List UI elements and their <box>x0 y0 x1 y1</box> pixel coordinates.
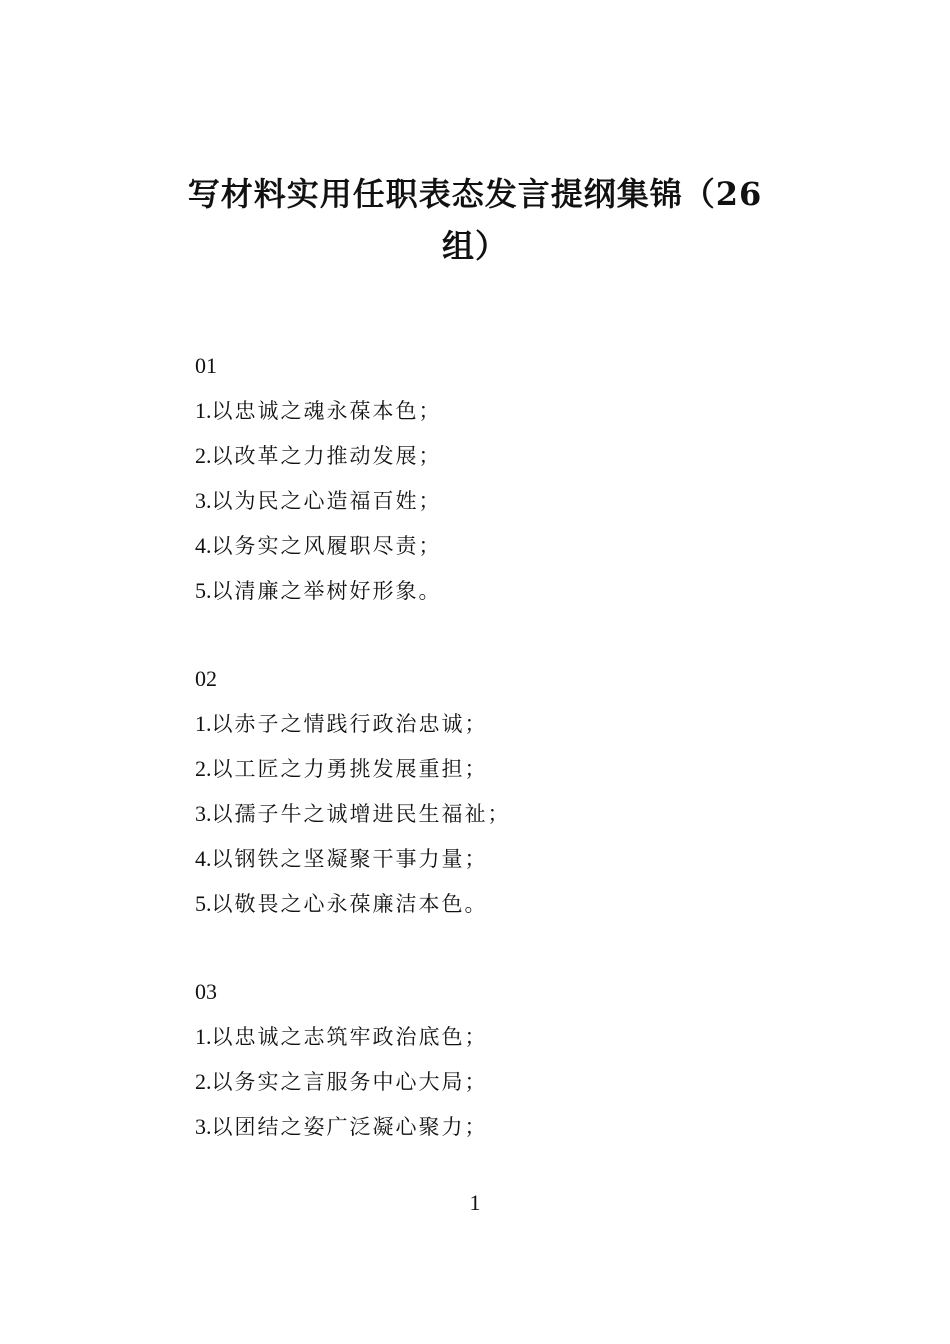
item-text: 以钢铁之坚凝聚干事力量； <box>211 847 488 871</box>
item-text: 以敬畏之心永葆廉洁本色。 <box>211 892 488 916</box>
item-number: 2. <box>195 443 212 468</box>
item-text: 以务实之风履职尽责； <box>211 534 442 558</box>
item-text: 以团结之姿广泛凝心聚力； <box>211 1115 488 1139</box>
item-number: 3. <box>195 488 212 513</box>
item-number: 1. <box>195 711 212 736</box>
list-item <box>195 836 795 881</box>
list-item <box>195 523 795 568</box>
outline-group-03 <box>195 970 795 1149</box>
list-item <box>195 568 795 613</box>
group-number: 02 <box>195 666 217 691</box>
item-text: 以务实之言服务中心大局； <box>211 1070 488 1094</box>
list-item <box>195 388 795 433</box>
item-text: 以忠诚之魂永葆本色； <box>211 399 442 423</box>
list-item <box>195 1059 795 1104</box>
item-number: 2. <box>195 756 212 781</box>
item-number: 1. <box>195 1024 212 1049</box>
item-number: 1. <box>195 398 212 423</box>
list-item <box>195 433 795 478</box>
document-body <box>195 344 795 1193</box>
list-item <box>195 1104 795 1149</box>
item-number: 4. <box>195 533 212 558</box>
list-item <box>195 478 795 523</box>
item-text: 以忠诚之志筑牢政治底色； <box>211 1025 488 1049</box>
title-line-1: 写材料实用任职表态发言提纲集锦（26 <box>187 175 763 213</box>
item-text: 以为民之心造福百姓； <box>211 489 442 513</box>
list-item <box>195 791 795 836</box>
outline-group-02 <box>195 657 795 926</box>
item-number: 3. <box>195 801 212 826</box>
list-item <box>195 1014 795 1059</box>
document-title <box>150 168 800 272</box>
item-number: 3. <box>195 1114 212 1139</box>
title-line-2: 组） <box>441 227 508 265</box>
group-number: 01 <box>195 353 217 378</box>
item-text: 以赤子之情践行政治忠诚； <box>211 712 488 736</box>
item-number: 5. <box>195 578 212 603</box>
group-number: 03 <box>195 979 217 1004</box>
item-text: 以工匠之力勇挑发展重担； <box>211 757 488 781</box>
item-number: 4. <box>195 846 212 871</box>
item-number: 5. <box>195 891 212 916</box>
list-item <box>195 746 795 791</box>
item-text: 以清廉之举树好形象。 <box>211 579 442 603</box>
outline-group-01 <box>195 344 795 613</box>
item-text: 以改革之力推动发展； <box>211 444 442 468</box>
item-text: 以孺子牛之诚增进民生福祉； <box>211 802 511 826</box>
item-number: 2. <box>195 1069 212 1094</box>
list-item <box>195 881 795 926</box>
list-item <box>195 701 795 746</box>
page-number: 1 <box>469 1190 481 1215</box>
